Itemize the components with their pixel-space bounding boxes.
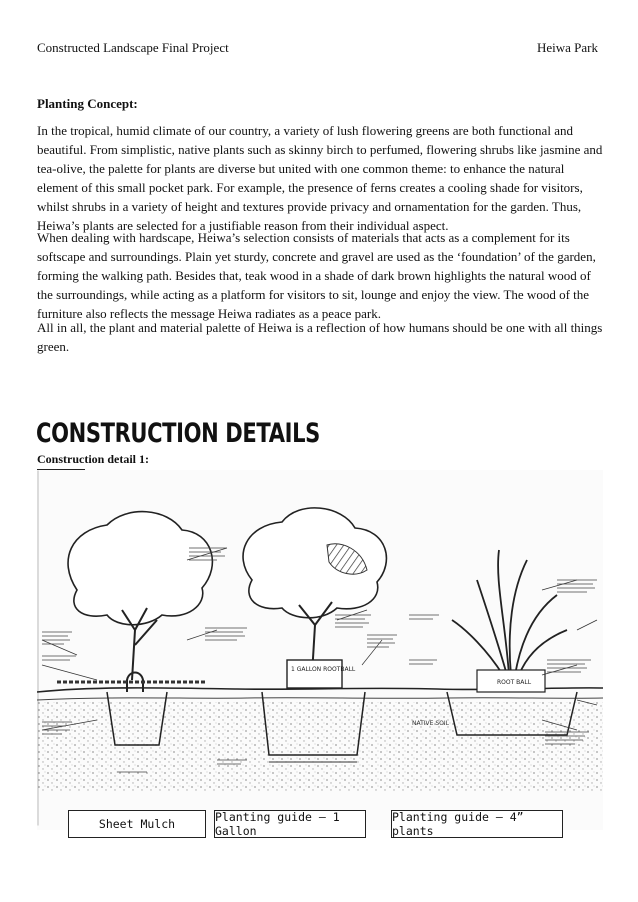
- concept-paragraph-3: All in all, the plant and material palette of Heiwa is a reflection of how humans should be one with all things green.: [37, 320, 603, 354]
- planting-concept-heading: Planting Concept:: [37, 96, 138, 111]
- sketch-label-native-soil: NATIVE SOIL: [412, 720, 450, 727]
- construction-details-title: CONSTRUCTION DETAILS: [36, 418, 320, 449]
- caption-sheet-mulch: Sheet Mulch: [68, 810, 206, 838]
- caption-planting-guide-4in: Planting guide – 4” plants: [391, 810, 563, 838]
- concept-paragraph-2: When dealing with hardscape, Heiwa’s selection consists of materials that acts as a complement for its softscape and surroundings. Plain yet sturdy, concrete and gravel are used as the ‘foundation’ of the garden, forming the walking path. Besides that, teak wood in a shade of dark brown highlights the natural wood of the surroundings, while acting as a platform for visitors to sit, lounge and enjoy the view. The wood of the furniture also reflects the message Heiwa radiates as a peace park.: [37, 230, 596, 321]
- header-right: Heiwa Park: [536, 40, 598, 55]
- sketch-label-rootball: ROOT BALL: [497, 679, 532, 686]
- construction-detail-heading: Construction detail 1:: [37, 452, 149, 466]
- header-left: Constructed Landscape Final Project: [37, 40, 229, 55]
- concept-paragraph-1: In the tropical, humid climate of our country, a variety of lush flowering greens are both functional and beautiful. From simplistic, native plants such as skinny birch to perfumed, flowering shrubs like jasmine and tea-olive, the palette for plants are diverse but united with one common theme: to enhance the natural element of this small pocket park. For example, the presence of ferns creates a cooling shade for visitors, whilst shrubs in a variety of height and textures provide privacy and ornamentation for the garden. Thus, Heiwa’s plants are selected for a justifiable reason from their individual aspect.: [37, 123, 603, 233]
- sketch-label-gallon: 1 GALLON ROOTBALL: [291, 666, 356, 673]
- construction-sketch: [37, 470, 603, 830]
- caption-planting-guide-gallon: Planting guide – 1 Gallon: [214, 810, 366, 838]
